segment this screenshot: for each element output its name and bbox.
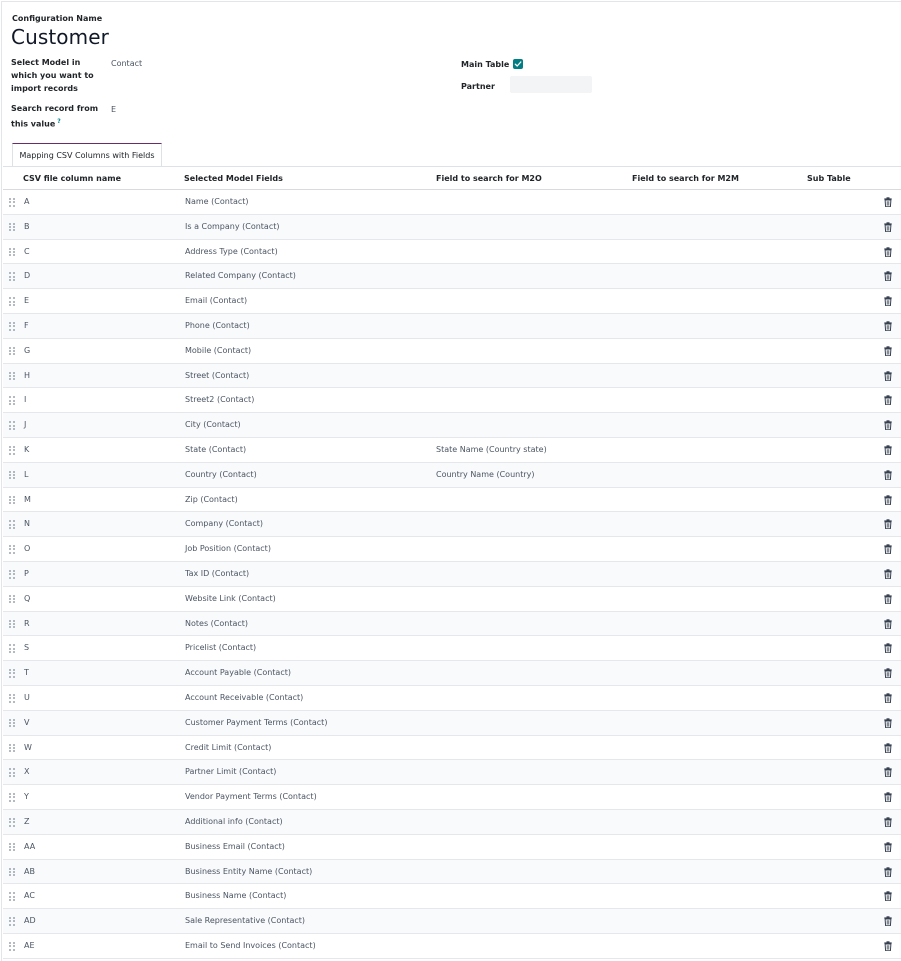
csv-column-cell: B [24,221,30,231]
model-field-cell: Company (Contact) [185,519,263,529]
tab-divider [3,166,901,167]
csv-column-cell: M [24,494,31,504]
table-row[interactable] [3,711,901,736]
csv-column-cell: N [24,519,30,529]
trash-icon[interactable] [884,445,892,455]
trash-icon[interactable] [884,544,892,554]
csv-column-cell: Q [24,593,31,603]
drag-handle-icon[interactable] [9,942,15,951]
csv-column-cell: V [24,717,30,727]
drag-handle-icon[interactable] [9,347,15,356]
search-record-label-text: Search record from this value [11,104,99,129]
drag-handle-icon[interactable] [9,793,15,802]
config-name-label: Configuration Name [12,14,103,23]
table-row[interactable] [3,587,901,612]
trash-icon[interactable] [884,867,892,877]
help-tooltip-icon[interactable]: ? [57,118,61,125]
trash-icon[interactable] [884,271,892,281]
table-row[interactable] [3,537,901,562]
drag-handle-icon[interactable] [9,272,15,281]
drag-handle-icon[interactable] [9,496,15,505]
trash-icon[interactable] [884,941,892,951]
model-field-cell: Business Email (Contact) [185,841,285,851]
model-field-cell: Email (Contact) [185,296,248,306]
table-row[interactable] [3,612,901,637]
model-field-cell: Website Link (Contact) [185,593,276,603]
drag-handle-icon[interactable] [9,570,15,579]
table-row[interactable] [3,289,901,314]
model-field-cell: Street2 (Contact) [185,395,255,405]
table-row[interactable] [3,909,901,934]
csv-column-cell: L [24,469,29,479]
model-field-cell: Street (Contact) [185,370,250,380]
table-row[interactable] [3,884,901,909]
model-field-cell: Name (Contact) [185,197,249,206]
model-field-cell: Is a Company (Contact) [185,221,280,231]
trash-icon[interactable] [884,594,892,604]
model-field-cell: Zip (Contact) [185,494,238,504]
csv-column-cell: W [24,742,32,752]
csv-column-cell: T [24,668,29,678]
trash-icon[interactable] [884,693,892,703]
drag-handle-icon[interactable] [9,892,15,901]
search-record-label [11,102,103,131]
drag-handle-icon[interactable] [9,421,15,430]
header-m2o[interactable]: Field to search for M2O [436,174,542,183]
drag-handle-icon[interactable] [9,223,15,232]
model-field-cell: Account Payable (Contact) [185,668,291,678]
drag-handle-icon[interactable] [9,917,15,926]
table-row[interactable] [3,760,901,785]
partner-label: Partner [461,82,495,91]
drag-handle-icon[interactable] [9,768,15,777]
mapping-table-body [3,190,901,959]
trash-icon[interactable] [884,817,892,827]
model-field-cell: Phone (Contact) [185,320,250,330]
header-sub-table[interactable]: Sub Table [807,174,851,183]
trash-icon[interactable] [884,767,892,777]
csv-column-cell: E [24,296,30,306]
table-row[interactable] [3,562,901,587]
table-row[interactable] [3,835,901,860]
csv-column-cell: O [24,544,31,554]
table-row[interactable] [3,736,901,761]
header-m2m[interactable]: Field to search for M2M [632,174,739,183]
table-row[interactable] [3,686,901,711]
m2o-field-cell: State Name (Country state) [436,444,547,454]
trash-icon[interactable] [884,222,892,232]
drag-handle-icon[interactable] [9,248,15,257]
drag-handle-icon[interactable] [9,471,15,480]
model-field-cell: State (Contact) [185,444,247,454]
drag-handle-icon[interactable] [9,322,15,331]
trash-icon[interactable] [884,643,892,653]
trash-icon[interactable] [884,346,892,356]
trash-icon[interactable] [884,519,892,529]
trash-icon[interactable] [884,842,892,852]
trash-icon[interactable] [884,420,892,430]
table-row[interactable] [3,215,901,240]
model-field-cell: Email to Send Invoices (Contact) [185,940,316,950]
model-field-cell: Additional info (Contact) [185,816,283,826]
main-table-checkbox[interactable] [513,59,523,69]
drag-handle-icon[interactable] [9,297,15,306]
header-csv-column[interactable]: CSV file column name [23,174,121,183]
table-row[interactable] [3,339,901,364]
model-field-cell: Related Company (Contact) [185,271,296,281]
model-field-cell: Mobile (Contact) [185,345,252,355]
csv-column-cell: R [24,618,30,628]
trash-icon[interactable] [884,792,892,802]
header-model-fields[interactable]: Selected Model Fields [184,174,283,183]
table-row[interactable] [3,488,901,513]
drag-handle-icon[interactable] [9,868,15,877]
trash-icon[interactable] [884,495,892,505]
model-field-cell: Sale Representative (Contact) [185,916,306,926]
drag-handle-icon[interactable] [9,694,15,703]
table-row[interactable] [3,463,901,488]
check-icon [514,60,522,68]
table-row[interactable] [3,785,901,810]
model-field-cell: Credit Limit (Contact) [185,742,272,752]
table-row[interactable] [3,934,901,959]
trash-icon[interactable] [884,247,892,257]
model-field-cell: Country (Contact) [185,469,257,479]
model-field-cell: Address Type (Contact) [185,246,278,256]
trash-icon[interactable] [884,916,892,926]
drag-handle-icon[interactable] [9,446,15,455]
drag-handle-icon[interactable] [9,372,15,381]
trash-icon[interactable] [884,718,892,728]
model-field-cell: Notes (Contact) [185,618,249,628]
model-field-cell: Business Name (Contact) [185,891,287,901]
table-row[interactable] [3,661,901,686]
drag-handle-icon[interactable] [9,595,15,604]
csv-column-cell: X [24,767,30,777]
csv-column-cell: Z [24,816,30,826]
model-field-cell: Business Entity Name (Contact) [185,866,313,876]
drag-handle-icon[interactable] [9,818,15,827]
table-row[interactable] [3,860,901,885]
table-row[interactable] [3,264,901,289]
model-label: Select Model in which you want to import records [11,58,94,93]
csv-column-cell: I [24,395,27,405]
csv-column-cell: P [24,568,29,578]
table-row[interactable] [3,636,901,661]
model-field-cell: City (Contact) [185,420,241,430]
csv-column-cell: AD [24,916,36,926]
model-field-cell: Vendor Payment Terms (Contact) [185,792,317,802]
trash-icon[interactable] [884,619,892,629]
table-row[interactable] [3,512,901,537]
drag-handle-icon[interactable] [9,669,15,678]
table-row[interactable] [3,388,901,413]
m2o-field-cell: Country Name (Country) [436,469,535,479]
trash-icon[interactable] [884,470,892,480]
trash-icon[interactable] [884,569,892,579]
csv-column-cell: U [24,692,30,702]
config-name-value[interactable]: Customer [11,25,109,49]
table-row[interactable] [3,240,901,265]
drag-handle-icon[interactable] [9,644,15,653]
csv-column-cell: J [24,420,27,430]
csv-column-cell: Y [24,792,29,802]
drag-handle-icon[interactable] [9,744,15,753]
drag-handle-icon[interactable] [9,620,15,629]
csv-column-cell: C [24,246,30,256]
drag-handle-icon[interactable] [9,843,15,852]
model-field-cell: Partner Limit (Contact) [185,767,277,777]
form-sheet [1,1,901,961]
drag-handle-icon[interactable] [9,198,15,207]
csv-column-cell: H [24,370,31,380]
trash-icon[interactable] [884,371,892,381]
csv-column-cell: A [24,197,30,206]
csv-column-cell: AB [24,866,35,876]
trash-icon[interactable] [884,395,892,405]
drag-handle-icon[interactable] [9,545,15,554]
main-table-label: Main Table [461,60,510,69]
csv-column-cell: G [24,345,31,355]
drag-handle-icon[interactable] [9,520,15,529]
table-row[interactable] [3,810,901,835]
table-header [3,168,901,190]
csv-column-cell: AA [24,841,36,851]
csv-column-cell: K [24,444,30,454]
search-record-select[interactable]: E [111,105,117,114]
model-field-cell: Pricelist (Contact) [185,643,257,653]
model-field-cell: Customer Payment Terms (Contact) [185,717,328,727]
csv-column-cell: AE [24,940,35,950]
csv-column-cell: D [24,271,31,281]
drag-handle-icon[interactable] [9,719,15,728]
table-row[interactable] [3,413,901,438]
trash-icon[interactable] [884,321,892,331]
csv-column-cell: AC [24,891,35,901]
trash-icon[interactable] [884,891,892,901]
table-row[interactable] [3,364,901,389]
trash-icon[interactable] [884,743,892,753]
table-row[interactable] [3,190,901,215]
trash-icon[interactable] [884,197,892,207]
csv-column-cell: F [24,320,29,330]
table-row[interactable] [3,314,901,339]
tab-mapping-csv-columns[interactable]: Mapping CSV Columns with Fields [12,143,162,167]
drag-handle-icon[interactable] [9,396,15,405]
trash-icon[interactable] [884,668,892,678]
csv-column-cell: S [24,643,30,653]
model-field-cell: Tax ID (Contact) [185,568,250,578]
partner-input[interactable] [510,76,592,93]
model-select[interactable]: Contact [111,59,143,68]
trash-icon[interactable] [884,296,892,306]
model-field-cell: Job Position (Contact) [185,544,271,554]
model-field-cell: Account Receivable (Contact) [185,692,304,702]
table-row[interactable] [3,438,901,463]
